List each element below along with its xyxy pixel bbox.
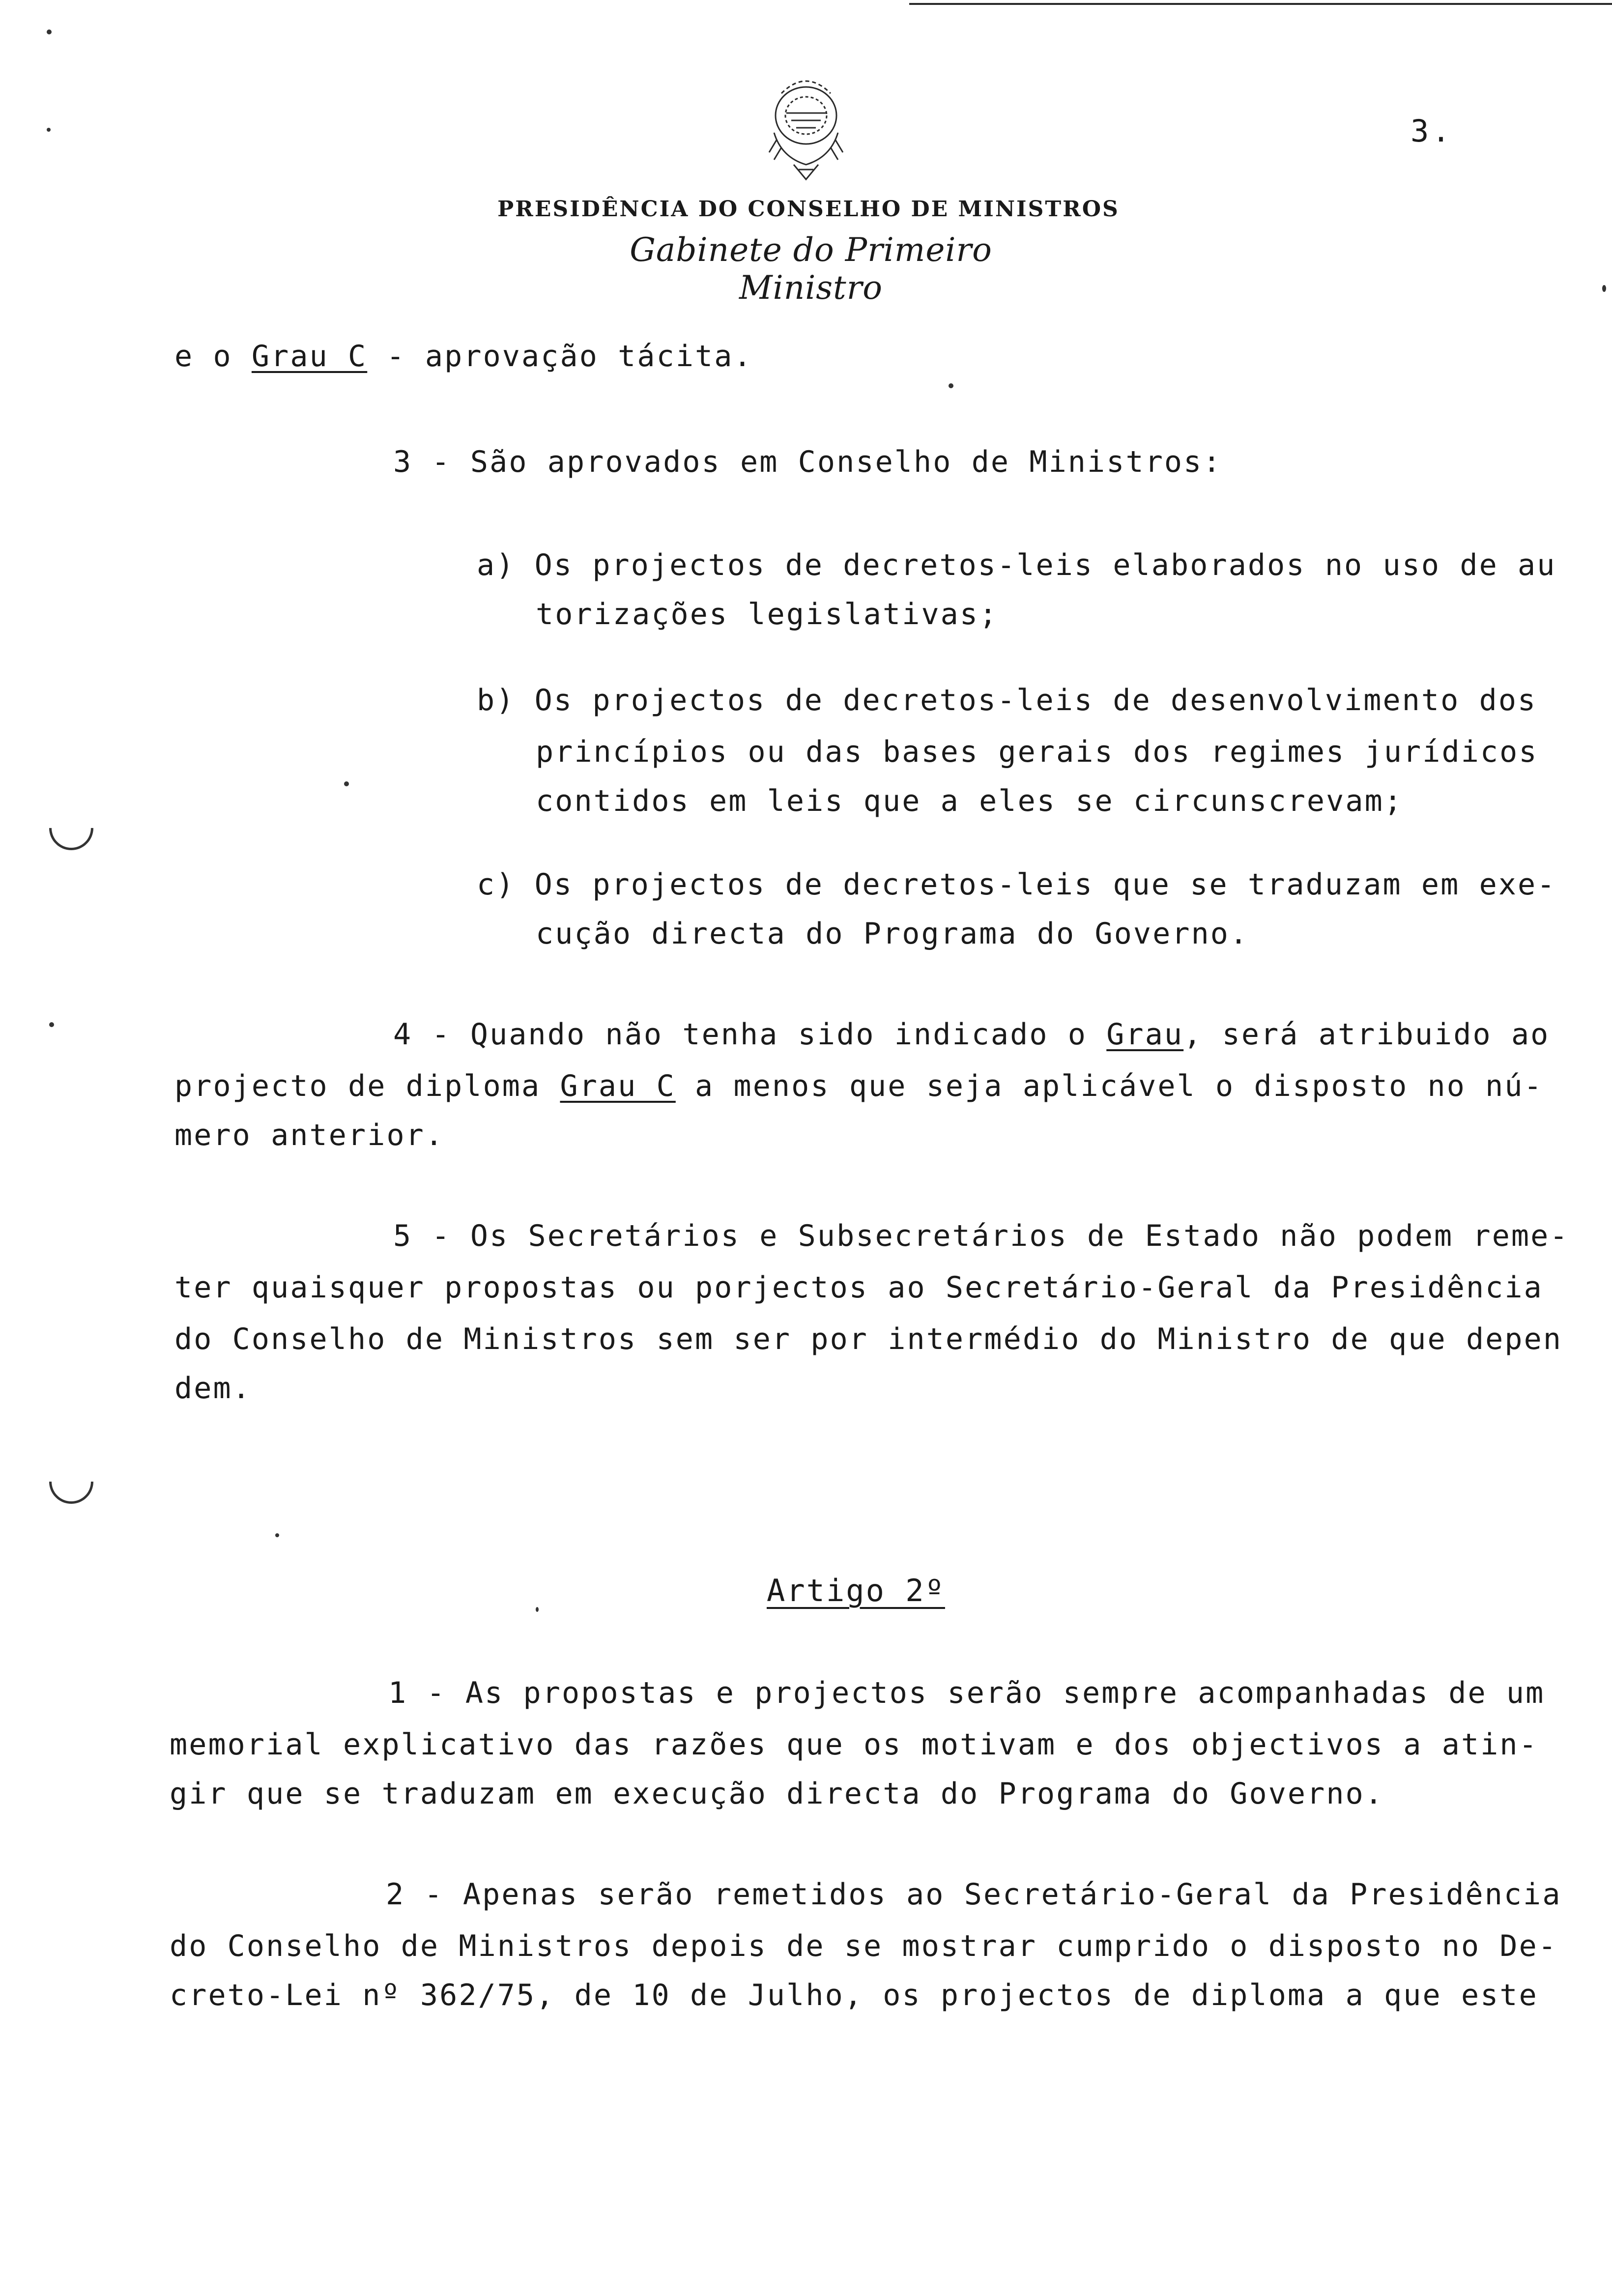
scan-speck xyxy=(949,383,953,388)
scan-speck xyxy=(344,781,349,786)
para3-item-b-line1: b) Os projectos de decretos-leis de desenvolvimento dos xyxy=(477,683,1537,718)
para3-item-a-line1: a) Os projectos de decretos-leis elaborados no uso de au xyxy=(477,548,1556,582)
grau-c-term: Grau C xyxy=(560,1069,676,1103)
para4-line2: projecto de diploma Grau C a menos que seja aplicável o disposto no nú- xyxy=(174,1069,1543,1103)
para4-line1: 4 - Quando não tenha sido indicado o Grau, será atribuido ao xyxy=(393,1017,1550,1052)
article-heading: Artigo 2º xyxy=(767,1573,945,1608)
coat-of-arms-emblem xyxy=(747,59,865,187)
para3-item-c-line1: c) Os projectos de decretos-leis que se traduzam em exe- xyxy=(477,867,1556,902)
scan-speck xyxy=(47,128,51,132)
grau-term: Grau xyxy=(1106,1017,1184,1052)
top-border-line xyxy=(909,3,1612,5)
intro-line: e o Grau C - aprovação tácita. xyxy=(174,339,753,373)
art2-p2-line1: 2 - Apenas serão remetidos ao Secretário-Geral da Presidência xyxy=(386,1877,1562,1912)
letterhead-title: PRESIDÊNCIA DO CONSELHO DE MINISTROS xyxy=(497,197,1120,222)
scan-speck xyxy=(47,29,52,34)
scan-speck xyxy=(49,1022,54,1027)
scan-speck xyxy=(1602,285,1606,292)
scan-speck xyxy=(536,1607,539,1612)
para5-line1: 5 - Os Secretários e Subsecretários de Estado não podem reme- xyxy=(393,1219,1569,1253)
page-number: 3. xyxy=(1410,113,1453,149)
scan-speck xyxy=(275,1533,279,1537)
para3-lead: 3 - São aprovados em Conselho de Ministros: xyxy=(393,445,1222,479)
para3-item-c-line2: cução directa do Programa do Governo. xyxy=(536,917,1249,951)
art2-p1-line3: gir que se traduzam em execução directa do Programa do Governo. xyxy=(170,1777,1384,1811)
para3-item-b-line2: princípios ou das bases gerais dos regimes jurídicos xyxy=(536,735,1538,769)
para3-item-a-line2: torizações legislativas; xyxy=(536,597,999,631)
grau-c-term: Grau C xyxy=(251,339,368,373)
art2-p1-line2: memorial explicativo das razões que os motivam e dos objectivos a atin- xyxy=(170,1727,1538,1762)
para5-line3: do Conselho de Ministros sem ser por intermédio do Ministro de que depen xyxy=(174,1322,1563,1356)
letterhead-subtitle: Gabinete do Primeiro Ministro xyxy=(630,231,992,307)
punch-hole-mark xyxy=(40,797,102,859)
para3-item-b-line3: contidos em leis que a eles se circunscrevam; xyxy=(536,784,1404,818)
para5-line4: dem. xyxy=(174,1371,252,1406)
art2-p2-line2: do Conselho de Ministros depois de se mostrar cumprido o disposto no De- xyxy=(170,1929,1558,1963)
punch-hole-mark xyxy=(40,1450,102,1513)
para4-line3: mero anterior. xyxy=(174,1118,445,1152)
art2-p2-line3: creto-Lei nº 362/75, de 10 de Julho, os projectos de diploma a que este xyxy=(170,1978,1538,2012)
para5-line2: ter quaisquer propostas ou porjectos ao Secretário-Geral da Presidência xyxy=(174,1270,1543,1305)
art2-p1-line1: 1 - As propostas e projectos serão sempre acompanhadas de um xyxy=(388,1676,1545,1710)
